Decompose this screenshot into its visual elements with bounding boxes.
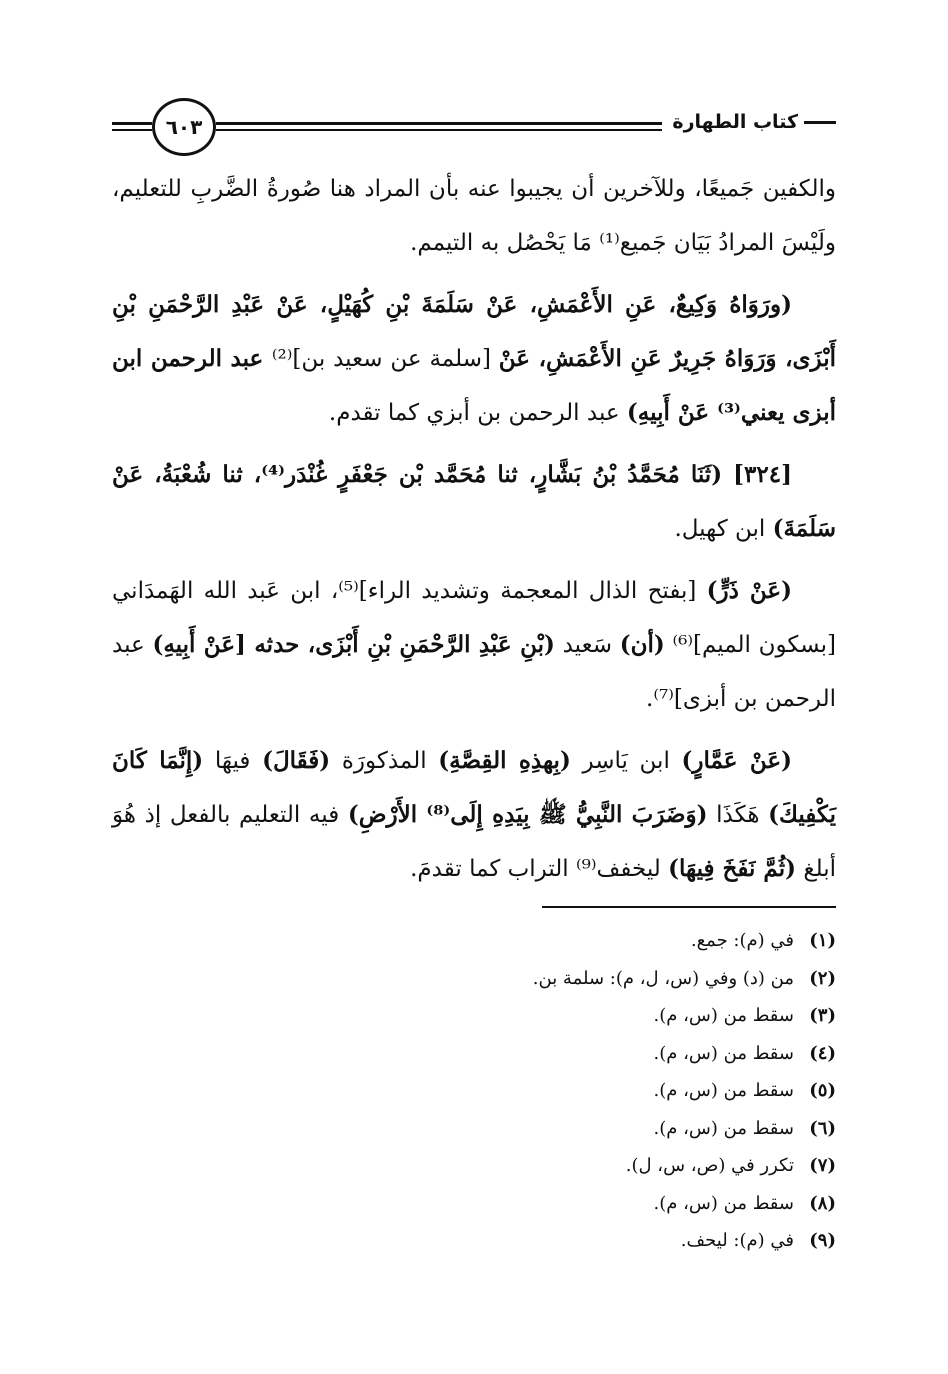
- footnote-number: (٤): [809, 1042, 836, 1064]
- footnote-2: [416, 960, 836, 998]
- p5-b4: (إِنَّمَا كَانَ يَكْفِيكَ): [112, 747, 837, 828]
- p5-n2: المذكورَة: [330, 748, 439, 774]
- footnote-text: سقط من (س، م).: [653, 1080, 794, 1101]
- p4-b1: (عَنْ ذَرٍّ): [706, 577, 792, 604]
- main-text: [112, 162, 836, 904]
- chapter-title-text: كتاب الطهارة: [672, 111, 798, 133]
- footnote-separator: [542, 906, 836, 908]
- footnote-1: [416, 922, 836, 960]
- p5-n4: هَكَذَا: [707, 802, 769, 828]
- footnote-4: [416, 1035, 836, 1073]
- p2-hadith-chain-2: عبد الرحمن ابن أبزى يعني⁽³⁾ عَنْ أَبِيهِ): [112, 345, 836, 426]
- p4-n1: [بفتح الذال المعجمة وتشديد الراء]⁽⁵⁾، ابن عَبد الله الهَمدَاني [بسكون الميم]⁽⁶⁾: [112, 578, 836, 658]
- footnote-number: (٢): [809, 967, 836, 989]
- p5-b5: (وَضَرَبَ النَّبِيُّ ﷺ بِيَدِهِ إِلَى⁽⁸⁾ الأَرْضِ): [347, 801, 708, 828]
- paragraph-3: [112, 448, 836, 556]
- p4-n3: عبد الرحمن بن أبزى]⁽⁷⁾.: [112, 632, 836, 712]
- footnote-text: سقط من (س، م).: [653, 1117, 794, 1139]
- paragraph-1: [112, 162, 836, 270]
- p5-n6: ليخفف⁽⁹⁾ التراب كما تقدمَ.: [410, 856, 669, 882]
- footnote-number: (٨): [809, 1192, 836, 1214]
- footnote-number: (٦): [809, 1117, 836, 1139]
- footnote-3: [416, 997, 836, 1035]
- p4-b3: (بْنِ عَبْدِ الرَّحْمَنِ بْنِ أَبْزَى، حدثه [عَنْ أَبِيهِ): [152, 631, 555, 658]
- footnote-number: (٧): [809, 1155, 836, 1176]
- footnote-text: تكرر في (ص، س، ل).: [625, 1155, 794, 1176]
- p2-variant-note: [سلمة عن سعيد بن]⁽²⁾: [271, 346, 499, 372]
- chapter-title: [662, 102, 836, 142]
- footnotes: [416, 922, 836, 1260]
- p4-n2: سَعيد: [554, 632, 620, 658]
- footnote-8: [416, 1185, 836, 1223]
- page-header: [112, 98, 836, 158]
- p4-b2: (أن): [619, 631, 665, 658]
- p2-commentary: عبد الرحمن بن أبزي كما تقدم.: [328, 400, 627, 426]
- page-number-wrap: [152, 98, 216, 156]
- p5-n3: فيهَا: [203, 748, 263, 774]
- p3-hadith-chain: [٣٢٤] (ثَنَا مُحَمَّدُ بْنُ بَشَّارٍ، ثنا مُحَمَّد بْن جَعْفَرٍ غُنْدَر⁽⁴⁾، ثنا شُعْبَةُ، عَنْ سَلَمَةَ): [112, 461, 836, 542]
- p1-line2: للتعليم، ولَيْسَ المرادُ بَيَان جَميع⁽¹⁾ مَا يَحْصُل به التيمم.: [112, 176, 836, 256]
- footnote-7: [416, 1147, 836, 1185]
- footnote-text: في (م): ليحف.: [680, 1230, 794, 1251]
- p5-b6: (ثُمَّ نَفَخَ فِيهَا): [668, 855, 797, 882]
- p5-b3: (فَقَالَ): [262, 747, 331, 774]
- footnote-text: سقط من (س، م).: [653, 1005, 794, 1026]
- title-dash: [804, 121, 836, 124]
- p2-hadith-chain: (ورَوَاهُ وَكِيعٌ، عَنِ الأَعْمَشِ، عَنْ سَلَمَةَ بْنِ كُهَيْلٍ، عَنْ عَبْدِ الرَّحْمَنِ بْنِ أَبْزَى، وَرَوَاهُ جَرِيرٌ عَنِ الأَعْمَشِ، عَنْ: [112, 291, 836, 372]
- footnote-number: (١): [809, 930, 836, 951]
- p5-b2: (بِهذِهِ القِصَّةِ): [438, 747, 571, 774]
- footnote-9: [416, 1222, 836, 1260]
- p5-n5: فيه التعليم بالفعل إذ هُوَ أبلغ: [112, 802, 836, 882]
- paragraph-2: [112, 278, 836, 440]
- footnote-text: من (د) وفي (س، ل، م): سلمة بن.: [532, 967, 794, 989]
- p5-b1: (عَنْ عَمَّارٍ): [681, 747, 792, 774]
- paragraph-4: [112, 564, 836, 726]
- footnote-number: (٩): [809, 1230, 836, 1251]
- footnote-number: (٥): [809, 1080, 836, 1101]
- footnote-text: سقط من (س، م).: [653, 1192, 794, 1214]
- footnote-6: [416, 1110, 836, 1148]
- footnote-number: (٣): [809, 1005, 836, 1026]
- footnote-text: في (م): جمع.: [690, 930, 794, 951]
- paragraph-5: [112, 734, 836, 896]
- p3-commentary: ابن كهيل.: [674, 516, 773, 542]
- footnote-5: [416, 1072, 836, 1110]
- p1-line1: والكفين جَميعًا، وللآخرين أن يجيبوا عنه بأن المراد هنا صُورةُ الضَّربِ: [190, 176, 836, 202]
- p5-n1: ابن يَاسِر: [570, 748, 682, 774]
- footnote-text: سقط من (س، م).: [653, 1042, 794, 1064]
- page-number: ٦٠٣: [152, 98, 216, 156]
